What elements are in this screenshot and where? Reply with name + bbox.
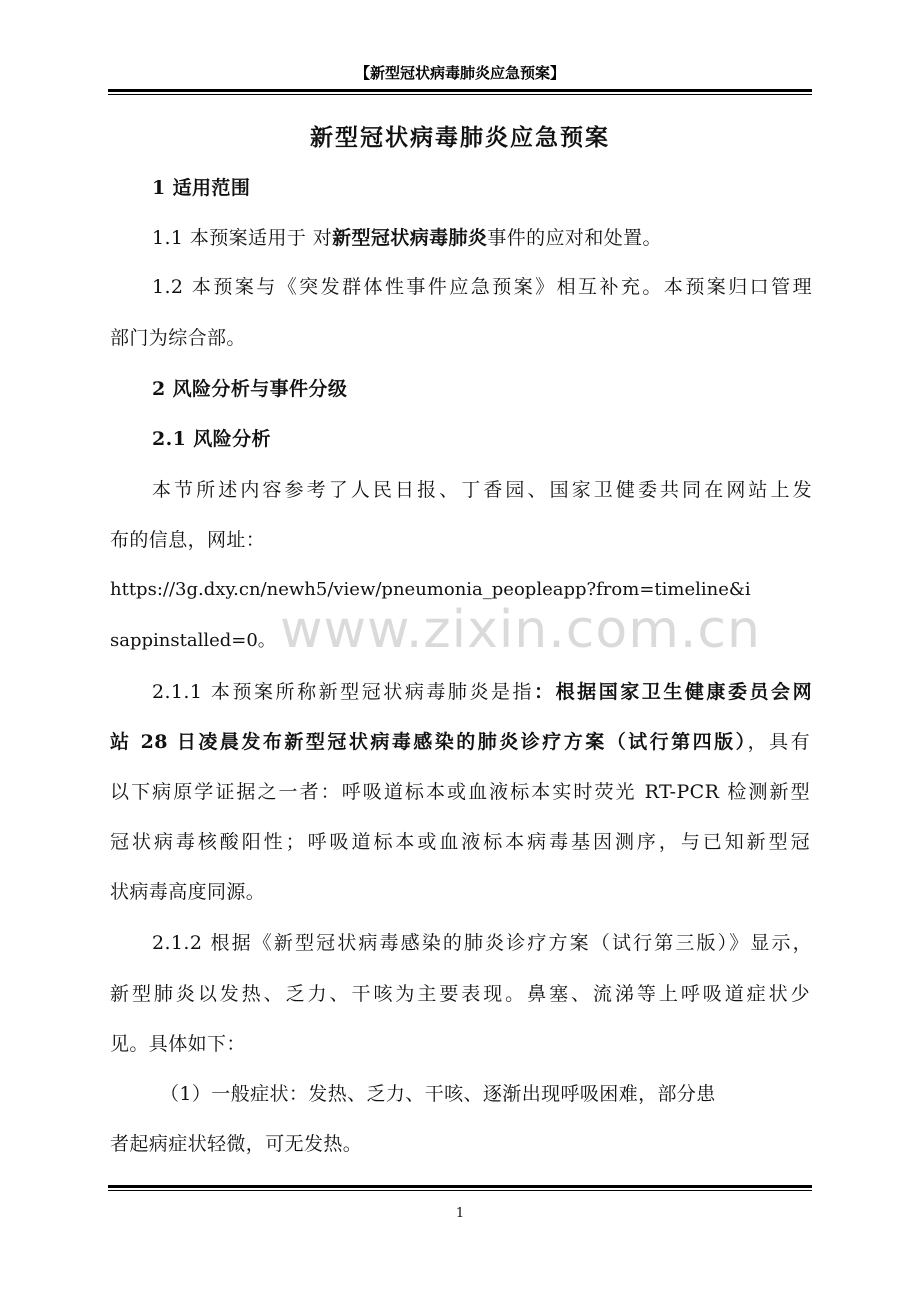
p211-text-bold: ：根据国家卫生健康委员会网: [534, 681, 812, 703]
paragraph-2-1-1-line-3: 以下病原学证据之一者：呼吸道标本或血液标本实时荧光 RT-PCR 检测新型: [110, 781, 810, 803]
p211-line2-bold: 站 28 日凌晨发布新型冠状病毒感染的肺炎诊疗方案（试行第四版）: [110, 731, 748, 753]
p11-text-a: 1.1 本预案适用于 对: [152, 227, 333, 249]
paragraph-2-1-2-line-1: 2.1.2 根据《新型冠状病毒感染的肺炎诊疗方案（试行第三版）》显示，: [152, 932, 812, 954]
paragraph-2-1-1-line-2: [110, 729, 810, 755]
url-line-1: https://3g.dxy.cn/newh5/view/pneumonia_peopleapp?from=timeline&i: [110, 579, 751, 600]
paragraph-1-1: [152, 225, 812, 251]
footer-rule-thick: [108, 1185, 812, 1188]
p211-text-a: 2.1.1 本预案所称新型冠状病毒肺炎是指: [152, 681, 535, 703]
p11-text-bold: 新型冠状病毒肺炎: [332, 227, 488, 249]
paragraph-2-1-2-line-2: 新型肺炎以发热、乏力、干咳为主要表现。鼻塞、流涕等上呼吸道症状少: [110, 983, 810, 1005]
paragraph-2-1-2-line-3: 见。具体如下：: [110, 1033, 246, 1055]
document-title: 新型冠状病毒肺炎应急预案: [310, 124, 610, 151]
paragraph-2-1-line-2: 布的信息，网址：: [110, 529, 266, 551]
header-rule-thin: [108, 94, 812, 95]
header-rule-thick: [108, 89, 812, 92]
url-line-2: sappinstalled=0。: [110, 630, 276, 651]
paragraph-1-2-line-2: 部门为综合部。: [110, 327, 246, 349]
list-item-1-line-2: 者起病症状轻微，可无发热。: [110, 1133, 363, 1155]
footer-rule-thin: [108, 1190, 812, 1191]
section-2-1-heading: 2.1 风险分析: [152, 428, 271, 450]
p211-line2-text: ，具有: [747, 731, 810, 753]
section-2-heading: 2 风险分析与事件分级: [152, 378, 348, 400]
running-header: 【新型冠状病毒肺炎应急预案】: [354, 64, 565, 82]
watermark: www.zixin.com.cn: [280, 600, 761, 660]
p11-text-c: 事件的应对和处置。: [487, 227, 662, 249]
list-item-1-line-1: （1）一般症状：发热、乏力、干咳、逐渐出现呼吸困难，部分患: [160, 1083, 716, 1105]
paragraph-1-2-line-1: 1.2 本预案与《突发群体性事件应急预案》相互补充。本预案归口管理: [152, 276, 812, 298]
paragraph-2-1-1-line-5: 状病毒高度同源。: [110, 881, 266, 903]
section-1-heading: 1 适用范围: [152, 177, 251, 199]
paragraph-2-1-1-line-4: 冠状病毒核酸阳性；呼吸道标本或血液标本病毒基因测序，与已知新型冠: [110, 831, 810, 853]
page-number: 1: [455, 1206, 465, 1221]
paragraph-2-1-1-line-1: [152, 679, 812, 705]
paragraph-2-1-line-1: 本节所述内容参考了人民日报、丁香园、国家卫健委共同在网站上发: [152, 479, 812, 501]
